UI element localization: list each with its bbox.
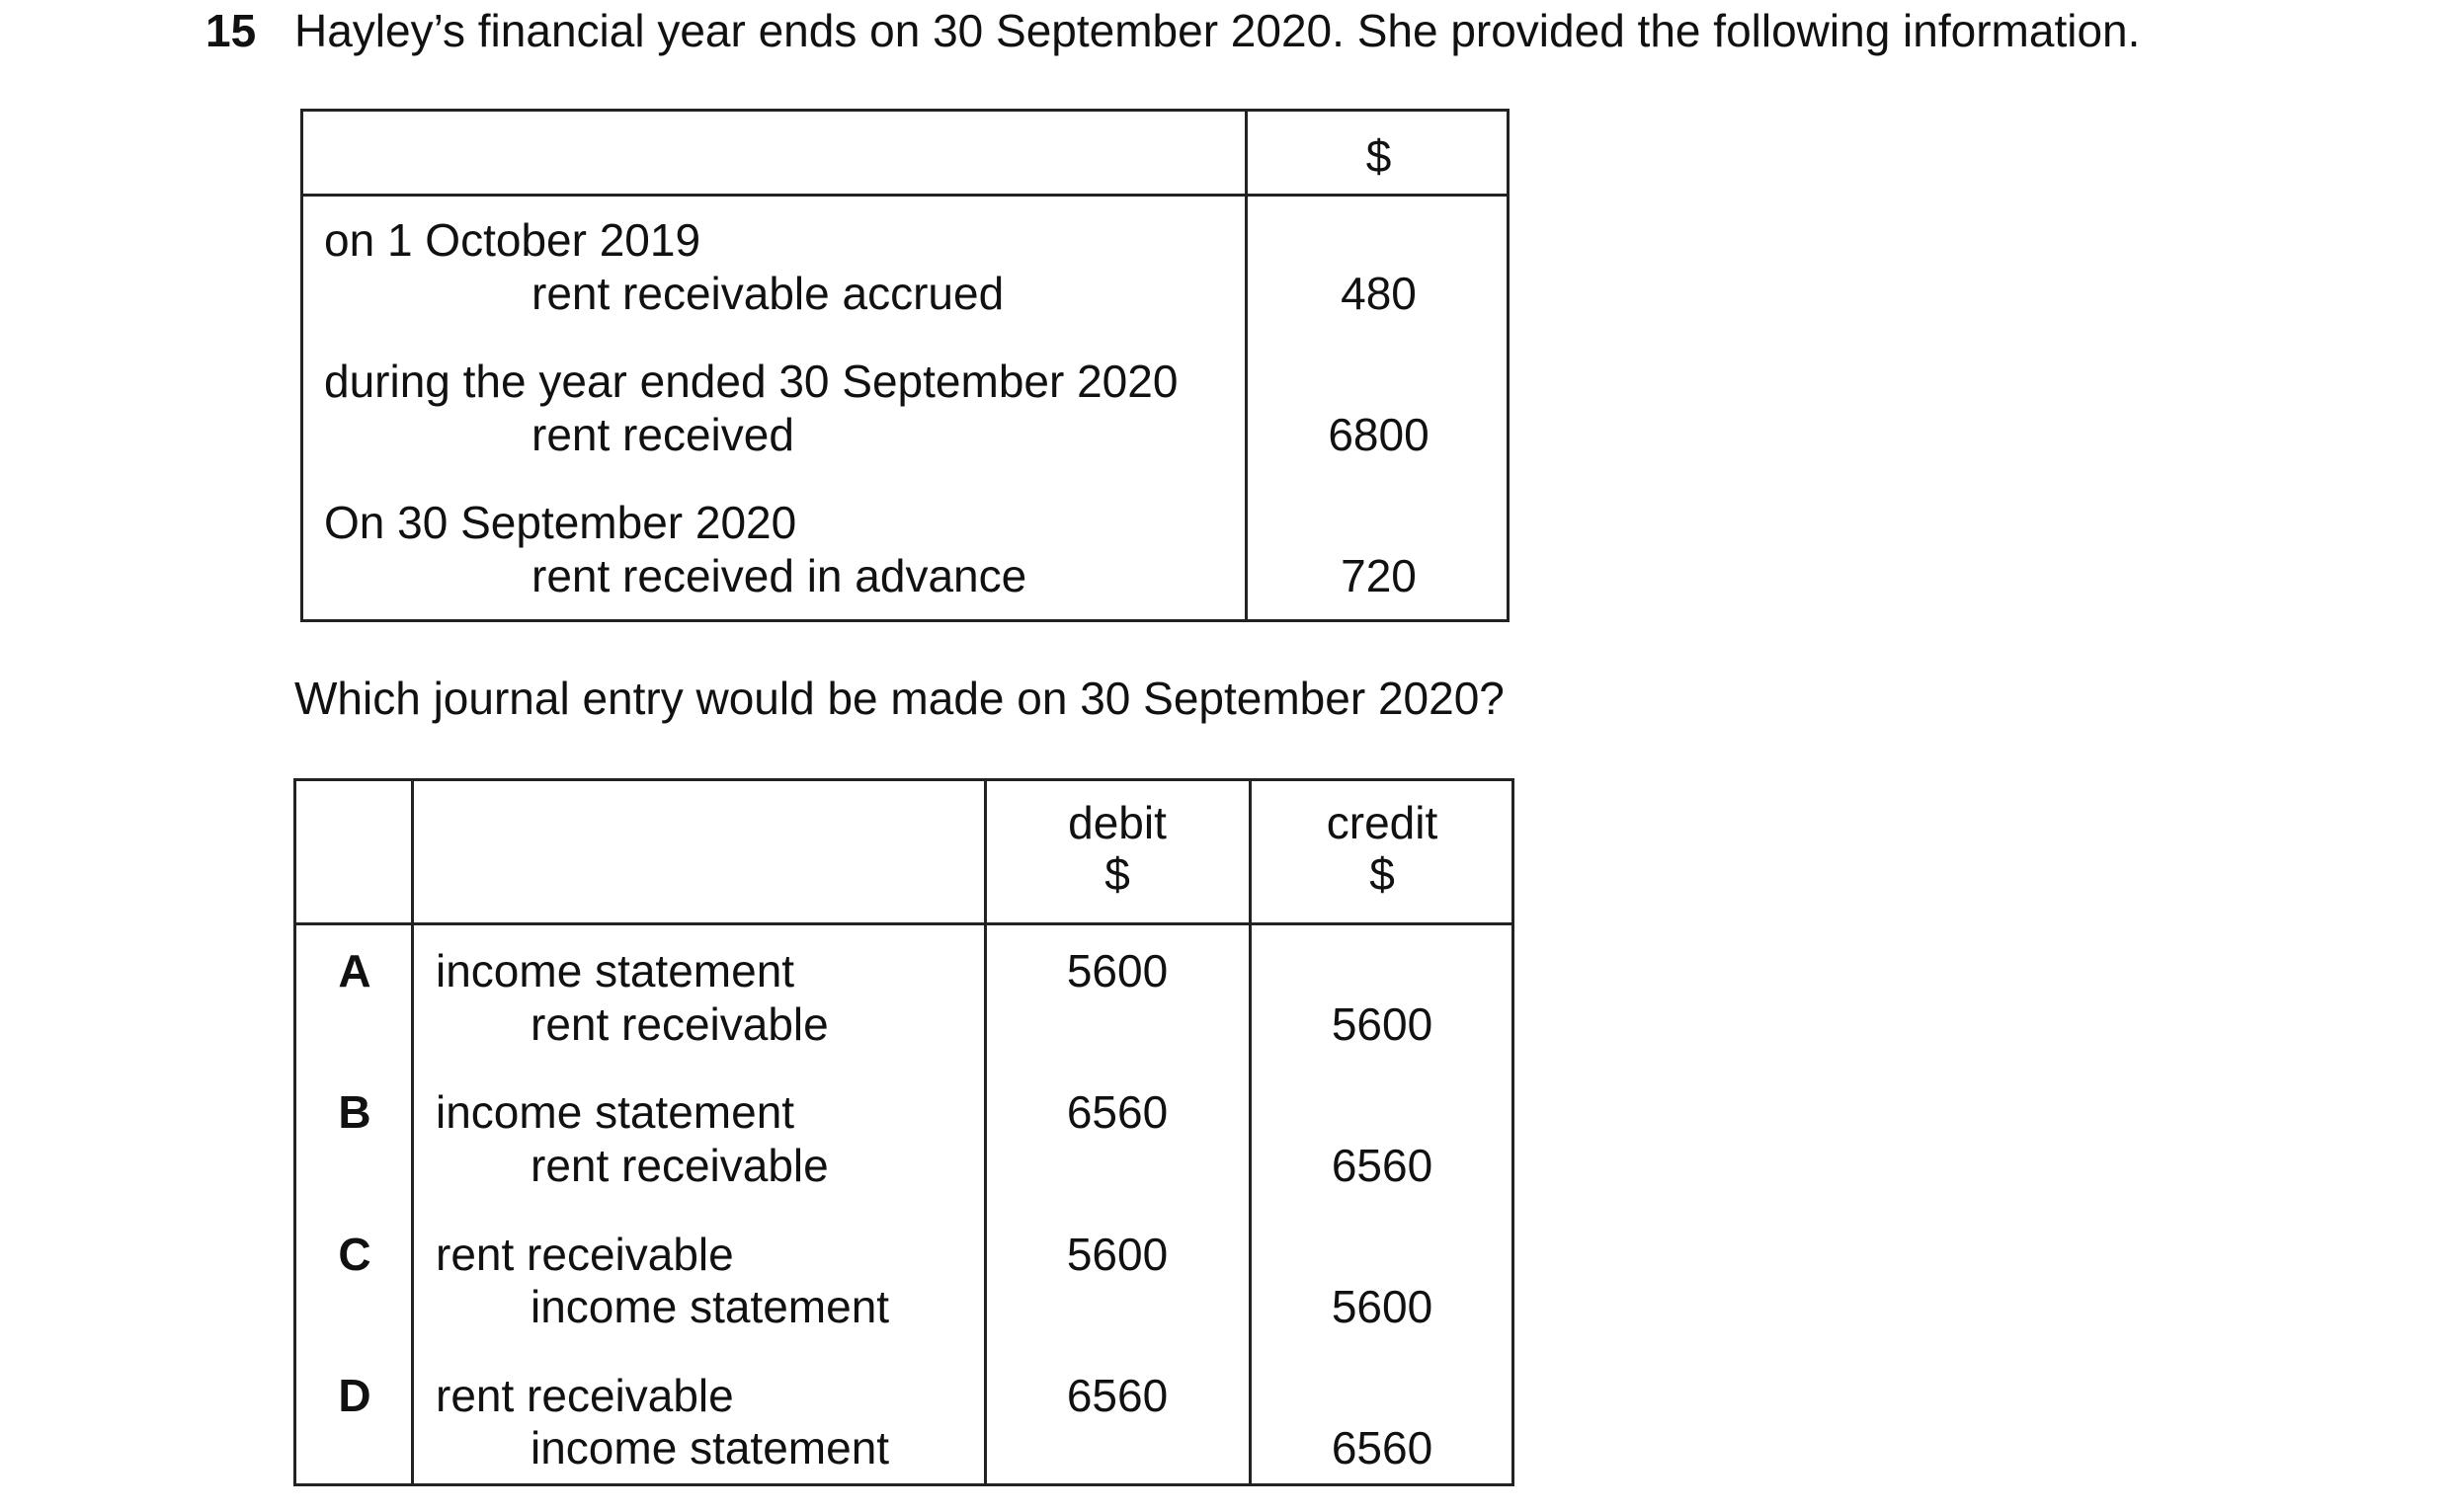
option-debit-account: rent receivable	[436, 1370, 734, 1421]
credit-currency: $	[1369, 848, 1395, 900]
option-credit-account: rent receivable	[531, 998, 829, 1050]
option-credit-amount: 5600	[1331, 1281, 1433, 1332]
option-credit-amount: 6560	[1331, 1140, 1433, 1191]
info-row-item: rent received	[531, 409, 794, 460]
option-letter: A	[338, 945, 371, 996]
option-debit-amount: 5600	[1066, 945, 1169, 996]
question-text: Hayley’s financial year ends on 30 September 2020. She provided the following information.	[294, 5, 2141, 56]
option-debit-account: rent receivable	[436, 1229, 734, 1280]
option-letter: D	[338, 1370, 371, 1421]
credit-column-header	[1251, 797, 1513, 900]
info-row-heading: during the year ended 30 September 2020	[324, 356, 1179, 407]
credit-label: credit	[1326, 797, 1438, 848]
info-row-heading: On 30 September 2020	[324, 497, 797, 548]
info-row-amount: 480	[1341, 268, 1417, 319]
option-letter: C	[338, 1229, 371, 1280]
info-row-item: rent receivable accrued	[531, 268, 1005, 319]
info-table-divider	[1245, 112, 1248, 619]
options-table	[293, 778, 1514, 1486]
question-number: 15	[205, 5, 257, 56]
option-debit-amount: 6560	[1066, 1086, 1169, 1138]
option-debit-amount: 5600	[1066, 1229, 1169, 1280]
debit-label: debit	[1068, 797, 1167, 848]
option-debit-account: income statement	[436, 945, 795, 996]
debit-column-header	[986, 797, 1249, 900]
option-credit-amount: 5600	[1331, 998, 1433, 1050]
option-debit-amount: 6560	[1066, 1370, 1169, 1421]
option-credit-account: rent receivable	[531, 1140, 829, 1191]
debit-currency: $	[1104, 848, 1130, 900]
option-credit-account: income statement	[531, 1281, 890, 1332]
option-credit-amount: 6560	[1331, 1422, 1433, 1473]
info-row-item: rent received in advance	[531, 550, 1027, 601]
option-letter: B	[338, 1086, 371, 1138]
option-credit-account: income statement	[531, 1422, 890, 1473]
info-table	[300, 109, 1510, 622]
info-row-amount: 6800	[1328, 409, 1429, 460]
info-currency-header: $	[1365, 130, 1392, 182]
info-row-amount: 720	[1341, 550, 1417, 601]
info-row-heading: on 1 October 2019	[324, 214, 701, 266]
question-prompt: Which journal entry would be made on 30 September 2020?	[294, 673, 1505, 724]
option-debit-account: income statement	[436, 1086, 795, 1138]
